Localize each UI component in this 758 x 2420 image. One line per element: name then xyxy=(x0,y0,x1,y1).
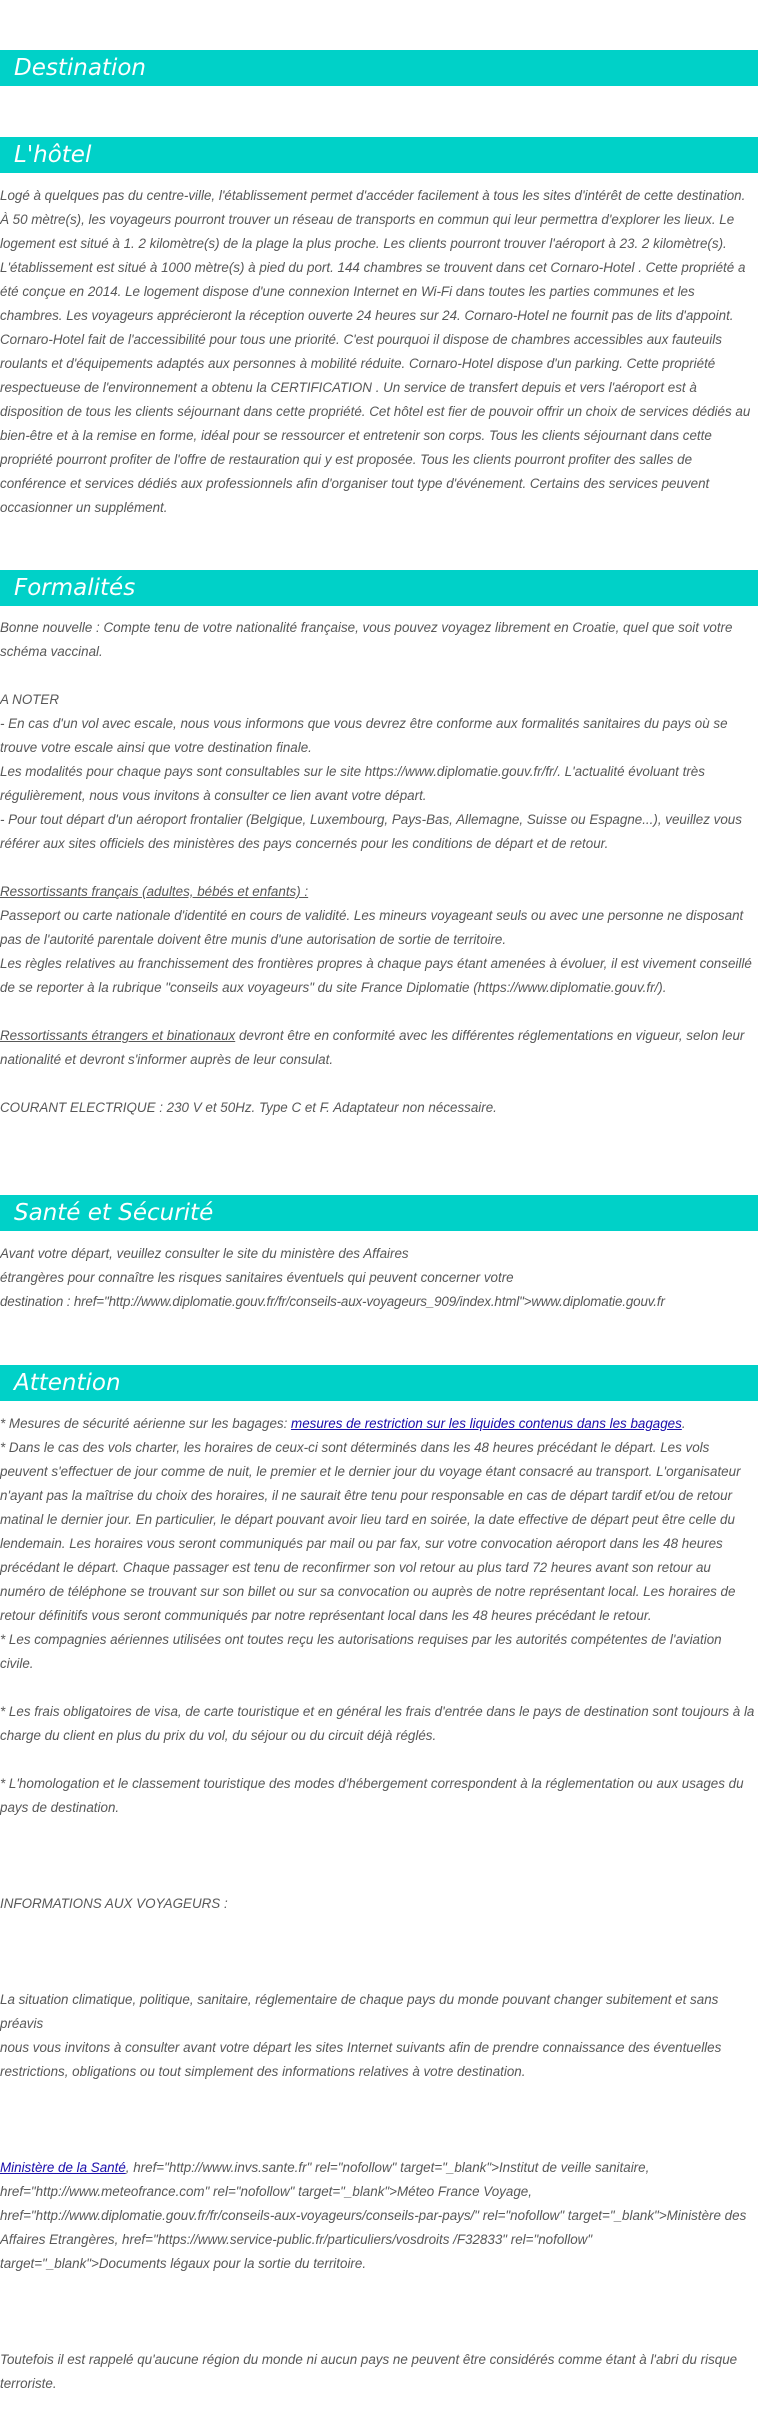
anoter-line: - En cas d'un vol avec escale, nous vous informons que vous devrez être conforme aux formalités sanitaires du pays où se trouve votre escale ainsi que votre destination finale. xyxy=(0,716,728,755)
useful-links xyxy=(0,2156,756,2276)
attention-content xyxy=(0,1412,756,2396)
formalites-content xyxy=(0,616,756,1120)
situation-text: nous vous invitons à consulter avant votre départ les sites Internet suivants afin de prendre connaissance des éventuelles restrictions, obligations ou tout simplement des informations relatives à votre destination. xyxy=(0,2040,722,2079)
french-nationals-text: Passeport ou carte nationale d'identité en cours de validité. Les mineurs voyageant seuls ou avec une personne ne disposant pas de l'autorité parentale doivent être munis d'une autorisation de sortie de territoire. xyxy=(0,908,744,947)
useful-links-rest: , href="http://www.invs.sante.fr" rel="nofollow" target="_blank">Institut de veille sanitaire, href="http://www.meteofrance.com" rel="nofollow" target="_blank">Méteo France Voyage, href="http://www.diplomatie.gouv.fr/fr/conseils-aux-voyageurs/conseils-par-pays/" rel="nofollow" target="_blank">Ministère des Affaires Etrangères, href="https://www.service-public.fr/particuliers/vosdroits /F32833" rel="nofollow" target="_blank">Documents légaux pour la sortie du territoire. xyxy=(0,2160,747,2271)
foreign-nationals-title: Ressortissants étrangers et binationaux xyxy=(0,1028,236,1043)
section-header-formalites xyxy=(0,570,758,606)
section-title: Santé et Sécurité xyxy=(14,1200,214,1226)
french-nationals-title: Ressortissants français (adultes, bébés et enfants) : xyxy=(0,884,309,899)
french-nationals-text: Les règles relatives au franchissement des frontières propres à chaque pays étant amenées à évoluer, il est vivement conseillé de se reporter à la rubrique "conseils aux voyageurs" du site France Diplomatie (https://www.diplomatie.gouv.fr/). xyxy=(0,956,752,995)
foreign-nationals-rest: devront être en conformité avec les différentes réglementations en vigueur, selon leur nationalité et devront s'informer auprès de leur consulat. xyxy=(0,1028,745,1067)
baggage-suffix: . xyxy=(681,1416,686,1431)
anoter-title: A NOTER xyxy=(0,692,60,707)
baggage-prefix: * Mesures de sécurité aérienne sur les bagages: xyxy=(0,1416,292,1431)
hotel-body: Logé à quelques pas du centre-ville, l'établissement permet d'accéder facilement à tous les sites d'intérêt de cette destination. À 50 mètre(s), les voyageurs pourront trouver un réseau de transports en commun qui leur permettra d'explorer les lieux. Le logement est situé à 1. 2 kilomètre(s) de la plage la plus proche. Les clients pourront trouver l'aéroport à 23. 2 kilomètre(s). L'établissement est situé à 1000 mètre(s) à pied du port. 144 chambres se trouvent dans cet Cornaro-Hotel . Cette propriété a été conçue en 2014. Le logement dispose d'une connexion Internet en Wi-Fi dans toutes les parties communes et les chambres. Les voyageurs apprécieront la réception ouverte 24 heures sur 24. Cornaro-Hotel ne fournit pas de lits d'appoint. Cornaro-Hotel fait de l'accessibilité pour tous une priorité. C'est pourquoi il dispose de chambres accessibles aux fauteuils roulants et d'équipements adaptés aux personnes à mobilité réduite. Cornaro-Hotel dispose d'un parking. Cette propriété respectueuse de l'environnement a obtenu la CERTIFICATION . Un service de transfert depuis et vers l'aéroport est à disposition de tous les clients séjournant dans cette propriété. Cet hôtel est fier de pouvoir offrir un choix de services dédiés au bien-être et à la remise en forme, idéal pour se ressourcer et entretenir son corps. Tous les clients séjournant dans cette propriété pourront profiter de l'offre de restauration qui y est proposée. Tous les clients pourront profiter des salles de conférence et services dédiés aux professionnels afin d'organiser tout type d'événement. Certains des services peuvent occasionner un supplément. xyxy=(0,188,751,515)
section-title: Attention xyxy=(14,1370,121,1396)
section-title: Destination xyxy=(14,55,146,81)
section-header-sante xyxy=(0,1195,758,1231)
ministere-sante-link[interactable]: Ministère de la Santé xyxy=(0,2160,126,2175)
foreign-nationals-text xyxy=(0,1024,756,1072)
section-title: Formalités xyxy=(14,575,136,601)
section-header-attention xyxy=(0,1365,758,1401)
homologation-notice: * L'homologation et le classement touristique des modes d'hébergement correspondent à la réglementation ou aux usages du pays de destination. xyxy=(0,1776,744,1815)
airlines-notice: * Les compagnies aériennes utilisées ont toutes reçu les autorisations requises par les autorités compétentes de l'aviation civile. xyxy=(0,1632,722,1671)
baggage-measures xyxy=(0,1412,756,1436)
sante-line: destination : href="http://www.diplomatie.gouv.fr/fr/conseils-aux-voyageurs_909/index.html">www.diplomatie.gouv.fr xyxy=(0,1294,665,1309)
electric-current: COURANT ELECTRIQUE : 230 V et 50Hz. Type C et F. Adaptateur non nécessaire. xyxy=(0,1100,497,1115)
anoter-line: - Pour tout départ d'un aéroport frontalier (Belgique, Luxembourg, Pays-Bas, Allemagne, Suisse ou Espagne...), veuillez vous référer aux sites officiels des ministères des pays concernés pour les conditions de départ et de retour. xyxy=(0,812,742,851)
formalites-intro: Bonne nouvelle : Compte tenu de votre nationalité française, vous pouvez voyagez librement en Croatie, quel que soit votre schéma vaccinal. xyxy=(0,620,733,659)
sante-line: étrangères pour connaître les risques sanitaires éventuels qui peuvent concerner votre xyxy=(0,1270,514,1285)
sante-line: Avant votre départ, veuillez consulter le site du ministère des Affaires xyxy=(0,1246,409,1261)
section-header-hotel xyxy=(0,137,758,173)
charter-notice: * Dans le cas des vols charter, les horaires de ceux-ci sont déterminés dans les 48 heures précédant le départ. Les vols peuvent s'effectuer de jour comme de nuit, le premier et le dernier jour du voyage étant consacré au transport. L'organisateur n'ayant pas la maîtrise du choix des horaires, il ne saurait être tenu pour responsable en cas de départ tardif et/ou de retour matinal le dernier jour. En particulier, le départ pouvant avoir lieu tard en soirée, la date effective de départ peut être celle du lendemain. Les horaires vous seront communiqués par mail ou par fax, sur votre convocation aéroport dans les 48 heures précédant le départ. Chaque passager est tenu de reconfirmer son vol retour au plus tard 72 heures avant son retour au numéro de téléphone se trouvant sur son billet ou sur sa convocation ou auprès de notre représentant local. Les horaires de retour définitifs vous seront communiqués par notre représentant local dans les 48 heures précédant le retour. xyxy=(0,1440,741,1623)
terror-notice: Toutefois il est rappelé qu'aucune région du monde ni aucun pays ne peuvent être considérés comme étant à l'abri du risque terroriste. xyxy=(0,2352,738,2391)
situation-text: La situation climatique, politique, sanitaire, réglementaire de chaque pays du monde pouvant changer subitement et sans préavis xyxy=(0,1992,719,2031)
anoter-line: Les modalités pour chaque pays sont consultables sur le site https://www.diplomatie.gouv.fr/fr/. L'actualité évoluant très régulièrement, nous vous invitons à consulter ce lien avant votre départ. xyxy=(0,764,705,803)
hotel-description xyxy=(0,184,756,520)
section-title: L'hôtel xyxy=(14,142,92,168)
sante-content xyxy=(0,1242,756,1314)
liquids-restriction-link[interactable]: mesures de restriction sur les liquides contenus dans les bagages xyxy=(291,1416,682,1431)
fees-notice: * Les frais obligatoires de visa, de carte touristique et en général les frais d'entrée dans le pays de destination sont toujours à la charge du client en plus du prix du vol, du séjour ou du circuit déjà réglés. xyxy=(0,1704,755,1743)
travel-info-title: INFORMATIONS AUX VOYAGEURS : xyxy=(0,1896,228,1911)
section-header-destination xyxy=(0,50,758,86)
